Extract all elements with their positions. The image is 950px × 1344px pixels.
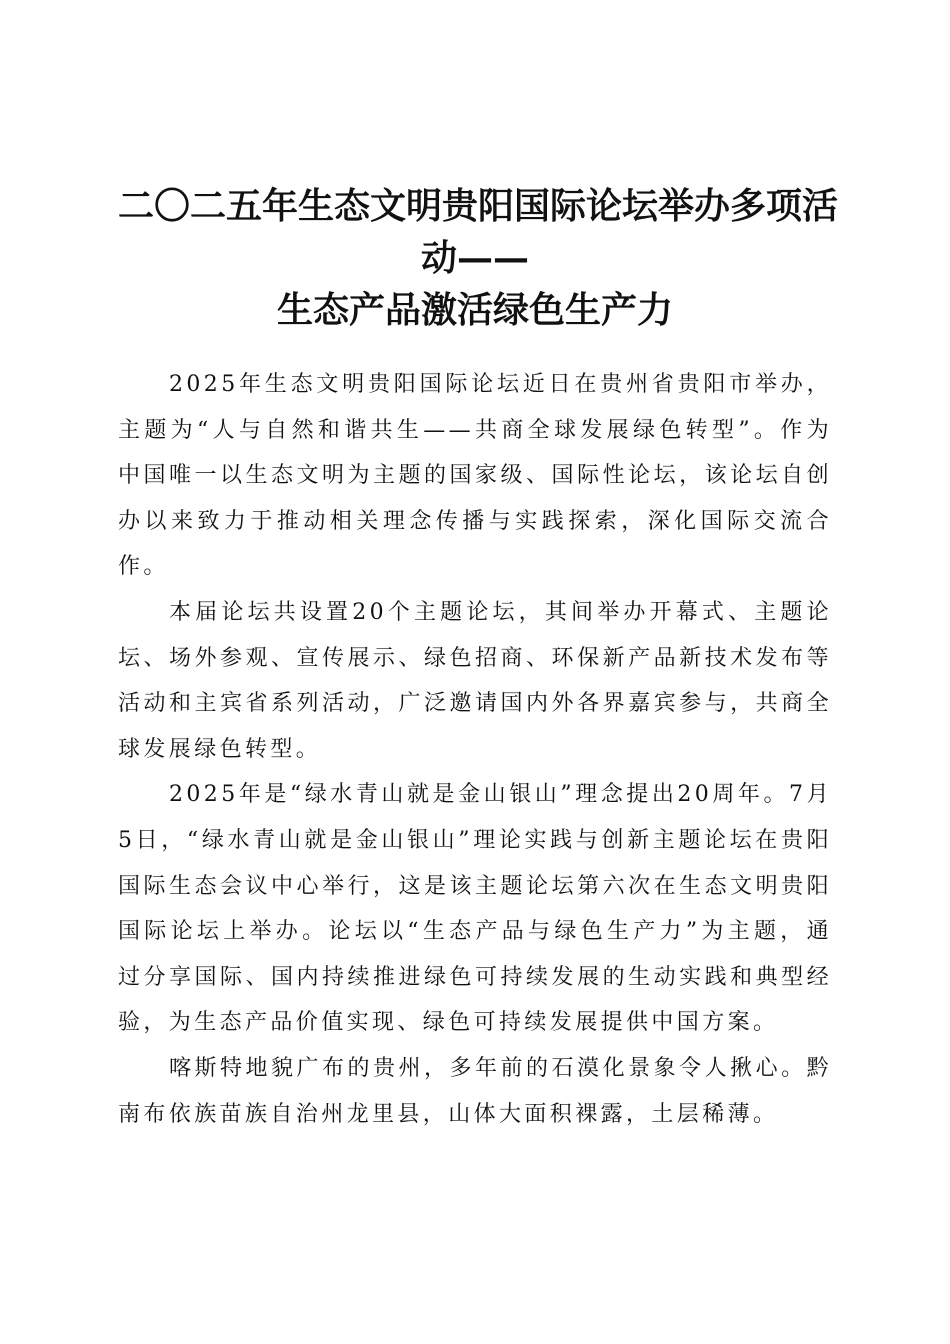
title-line-2: 动—— xyxy=(420,237,529,279)
paragraph-theme-forum: 2025年是“绿水青山就是金山银山”理念提出20周年。7月5日，“绿水青山就是金山银山”理论实践与创新主题论坛在贵阳国际生态会议中心举行，这是该主题论坛第六次在生态文明贵阳国际论坛上举办。论坛以“生态产品与绿色生产力”为主题，通过分享国际、国内持续推进绿色可持续发展的生动实践和典型经验，为生态产品价值实现、绿色可持续发展提供中国方案。 xyxy=(118,782,832,1036)
paragraph-forum-intro: 2025年生态文明贵阳国际论坛近日在贵州省贵阳市举办，主题为“人与自然和谐共生——共商全球发展绿色转型”。作为中国唯一以生态文明为主题的国家级、国际性论坛，该论坛自创办以来致力于推动相关理念传播与实践探索，深化国际交流合作。 xyxy=(118,372,832,580)
title-line-1: 二〇二五年生态文明贵阳国际论坛举办多项活 xyxy=(118,185,839,227)
paragraph-forum-activities: 本届论坛共设置20个主题论坛，其间举办开幕式、主题论坛、场外参观、宣传展示、绿色招商、环保新产品新技术发布等活动和主宾省系列活动，广泛邀请国内外各界嘉宾参与，共商全球发展绿色转型。 xyxy=(118,599,832,762)
title-line-3: 生态产品激活绿色生产力 xyxy=(276,289,673,331)
document-body xyxy=(118,362,832,1137)
document-title xyxy=(118,180,839,336)
paragraph-guizhou-karst: 喀斯特地貌广布的贵州，多年前的石漠化景象令人揪心。黔南布依族苗族自治州龙里县，山体大面积裸露，土层稀薄。 xyxy=(118,1055,832,1127)
